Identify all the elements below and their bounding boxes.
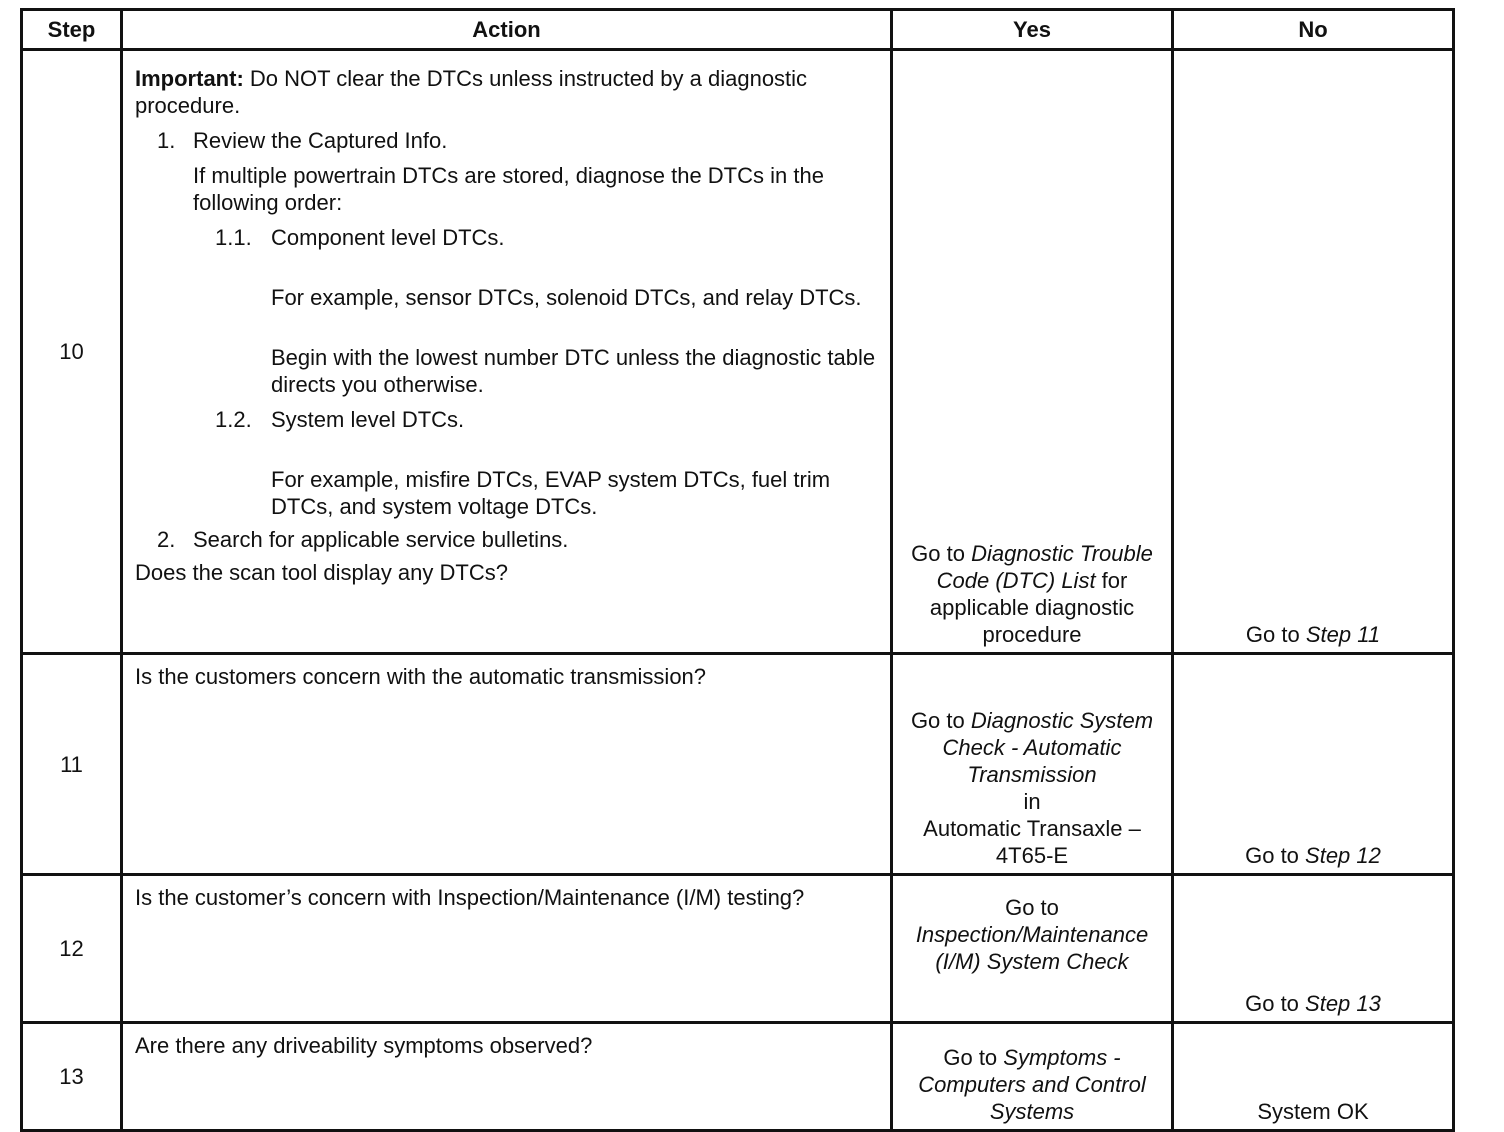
list-item [215,406,876,433]
list-subtext: For example, misfire DTCs, EVAP system DTCs, fuel trim DTCs, and system voltage DTCs. [271,467,831,519]
yes-link[interactable]: Inspection/Maintenance (I/M) System Check [915,922,1149,974]
action-cell [122,654,892,875]
table-row [22,654,1454,875]
important-text: Do NOT clear the DTCs unless instructed by a diagnostic procedure. [135,66,808,118]
yes-suffix: Automatic Transaxle – 4T65-E [923,816,1141,868]
list-text: System level DTCs. [271,407,465,432]
list-number: 1. [157,128,176,153]
header-action: Action [122,10,892,50]
list-number: 1.1. [215,225,252,250]
yes-cell [892,50,1173,654]
yes-cell [892,875,1173,1023]
no-text: System OK [1257,1099,1369,1124]
no-link[interactable]: Step 12 [1305,843,1381,868]
action-cell [122,875,892,1023]
yes-cell [892,1023,1173,1131]
no-cell [1173,875,1454,1023]
important-note [135,65,876,119]
header-step: Step [22,10,122,50]
action-cell [122,50,892,654]
step-number: 13 [22,1023,122,1131]
list-item [157,127,876,154]
list-text: Search for applicable service bulletins. [193,527,569,552]
yes-prefix: Go to [911,541,972,566]
yes-prefix: Go to [943,1045,1004,1070]
yes-link[interactable]: Diagnostic Trouble Code (DTC) List [936,541,1153,593]
yes-link[interactable]: Diagnostic System Check - Automatic Transmission [942,708,1154,787]
diagnostic-table [20,8,1455,1132]
yes-suffix: for applicable diagnostic procedure [929,568,1135,647]
table-row [22,875,1454,1023]
list-item [157,526,876,553]
list-subtext: Begin with the lowest number DTC unless the diagnostic table directs you otherwise. [271,345,876,397]
no-cell [1173,1023,1454,1131]
header-no: No [1173,10,1454,50]
table-row [22,1023,1454,1131]
no-prefix: Go to [1245,843,1306,868]
question-text: Does the scan tool display any DTCs? [135,560,508,585]
no-link[interactable]: Step 11 [1305,622,1381,647]
header-yes: Yes [892,10,1173,50]
list-item [215,224,876,251]
table-row [22,50,1454,654]
yes-mid: in [1023,789,1041,814]
no-cell [1173,654,1454,875]
no-link[interactable]: Step 13 [1305,991,1381,1016]
question-text: Is the customers concern with the automatic transmission? [135,664,707,689]
list-text: Component level DTCs. [271,225,505,250]
yes-cell [892,654,1173,875]
header-row [22,10,1454,50]
step-number: 10 [22,50,122,654]
important-label: Important: [135,66,244,91]
no-prefix: Go to [1245,622,1306,647]
yes-prefix: Go to [910,708,971,733]
step-number: 11 [22,654,122,875]
list-subtext: If multiple powertrain DTCs are stored, diagnose the DTCs in the following order: [193,163,824,215]
question-text: Are there any driveability symptoms observed? [135,1033,593,1058]
no-prefix: Go to [1245,991,1306,1016]
step-number: 12 [22,875,122,1023]
yes-prefix: Go to [1005,895,1059,920]
no-cell [1173,50,1454,654]
action-cell [122,1023,892,1131]
list-subtext: For example, sensor DTCs, solenoid DTCs, and relay DTCs. [271,285,862,310]
list-text: Review the Captured Info. [193,128,448,153]
yes-link[interactable]: Symptoms - Computers and Control Systems [918,1045,1146,1124]
list-number: 2. [157,527,176,552]
question-text: Is the customer’s concern with Inspection/Maintenance (I/M) testing? [135,885,805,910]
list-number: 1.2. [215,407,252,432]
